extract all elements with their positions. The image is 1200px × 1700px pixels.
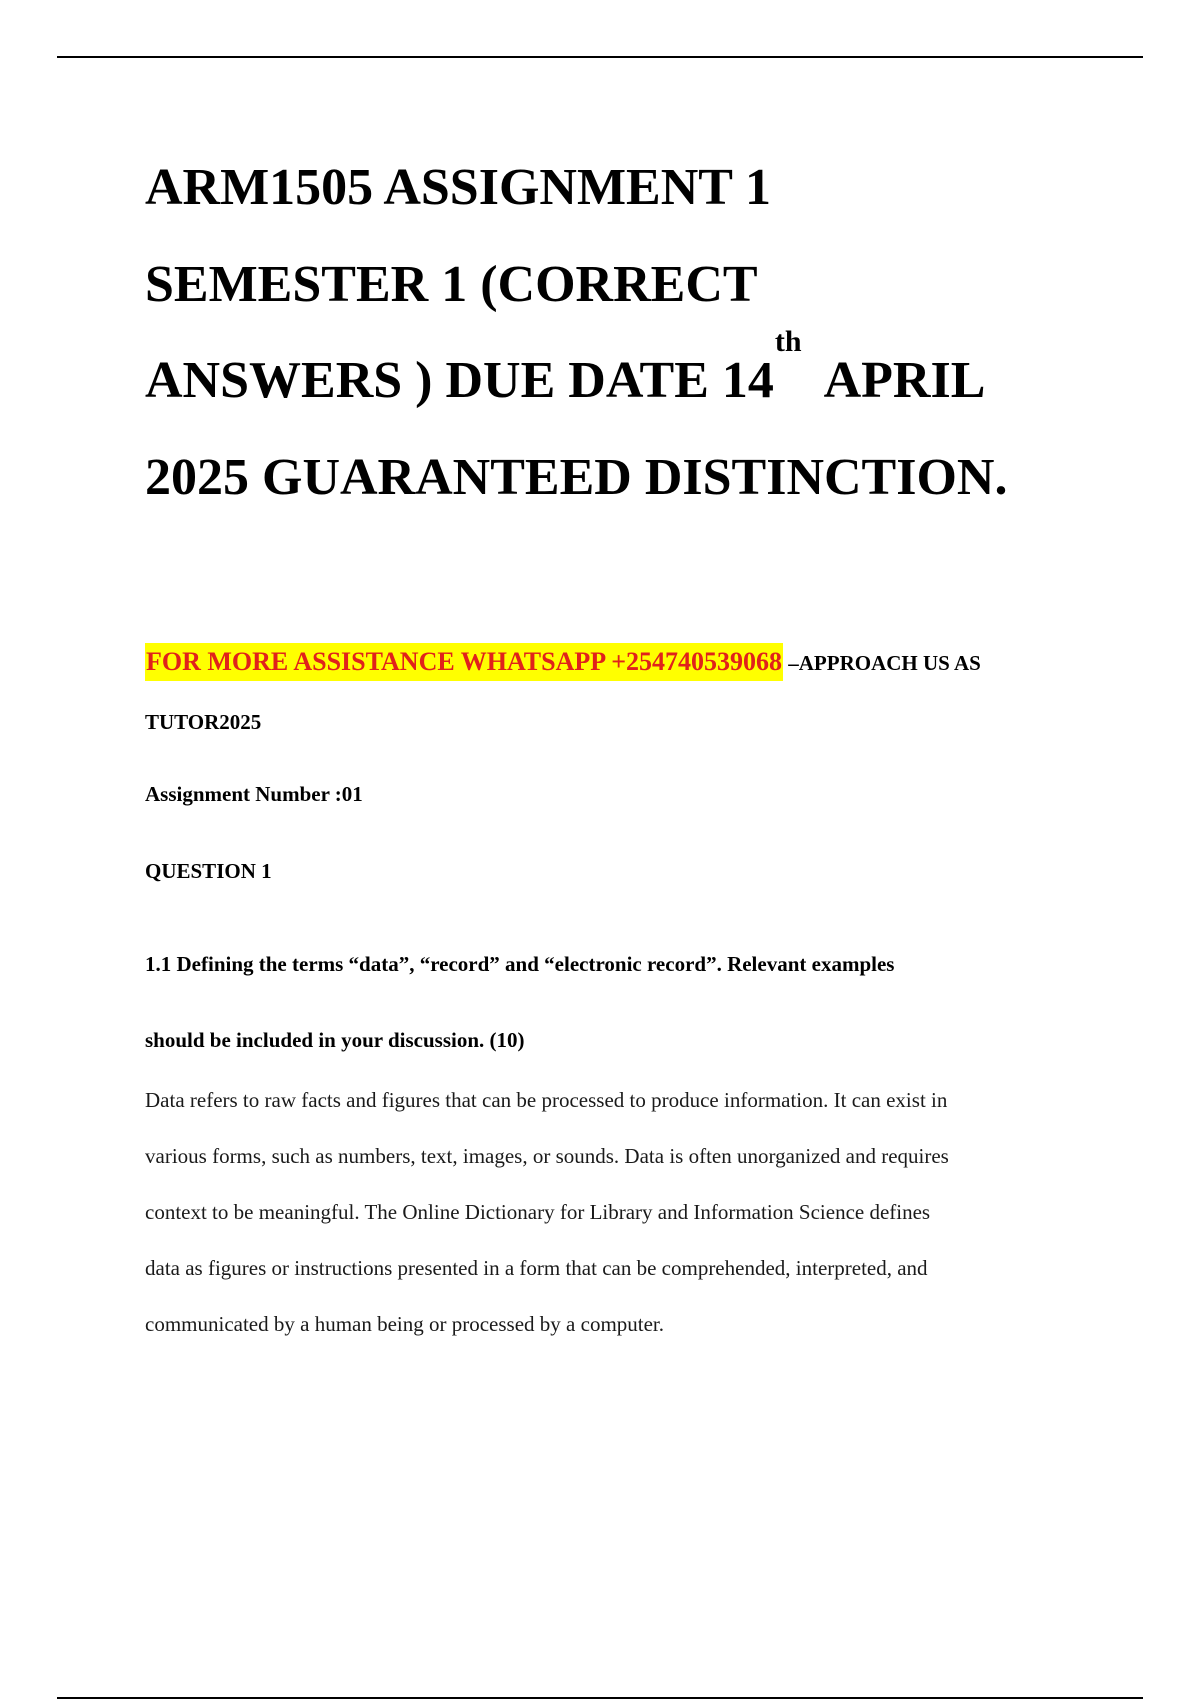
approach-text: –APPROACH US AS [788, 651, 981, 675]
title-line-4: 2025 GUARANTEED DISTINCTION. [145, 448, 1008, 506]
answer-line-1: Data refers to raw facts and figures that can be processed to produce information. It can exist in [145, 1088, 948, 1112]
top-rule [57, 56, 1143, 58]
question-text-line-1: 1.1 Defining the terms “data”, “record” and “electronic record”. Relevant examples [145, 952, 895, 976]
assistance-line-1 [145, 632, 1105, 692]
title-line-2: SEMESTER 1 (CORRECT [145, 255, 758, 313]
title-superscript: th [774, 325, 802, 358]
document-title [145, 140, 1105, 526]
answer-line-3: context to be meaningful. The Online Dictionary for Library and Information Science defines [145, 1200, 931, 1224]
title-line-3-month: APRIL [823, 352, 986, 409]
question-text-line-2: should be included in your discussion. (10) [145, 1028, 525, 1052]
title-line-3 [145, 325, 1105, 430]
answer-line-2: various forms, such as numbers, text, images, or sounds. Data is often unorganized and requires [145, 1144, 949, 1168]
assignment-number: Assignment Number :01 [145, 782, 363, 806]
whatsapp-highlight: FOR MORE ASSISTANCE WHATSAPP +254740539068 [145, 643, 783, 681]
assistance-line-2: TUTOR2025 [145, 710, 262, 734]
question-text [145, 926, 1105, 1078]
answer-line-4: data as figures or instructions presented in a form that can be comprehended, interpreted, and [145, 1256, 928, 1280]
question-heading: QUESTION 1 [145, 859, 272, 883]
assistance-notice [145, 632, 1105, 752]
title-line-3-text: ANSWERS ) DUE DATE 14 [145, 352, 774, 409]
bottom-rule [57, 1697, 1143, 1699]
title-line-1: ARM1505 ASSIGNMENT 1 [145, 159, 772, 216]
answer-line-5: communicated by a human being or processed by a computer. [145, 1312, 665, 1336]
answer-paragraph [145, 1072, 1105, 1352]
